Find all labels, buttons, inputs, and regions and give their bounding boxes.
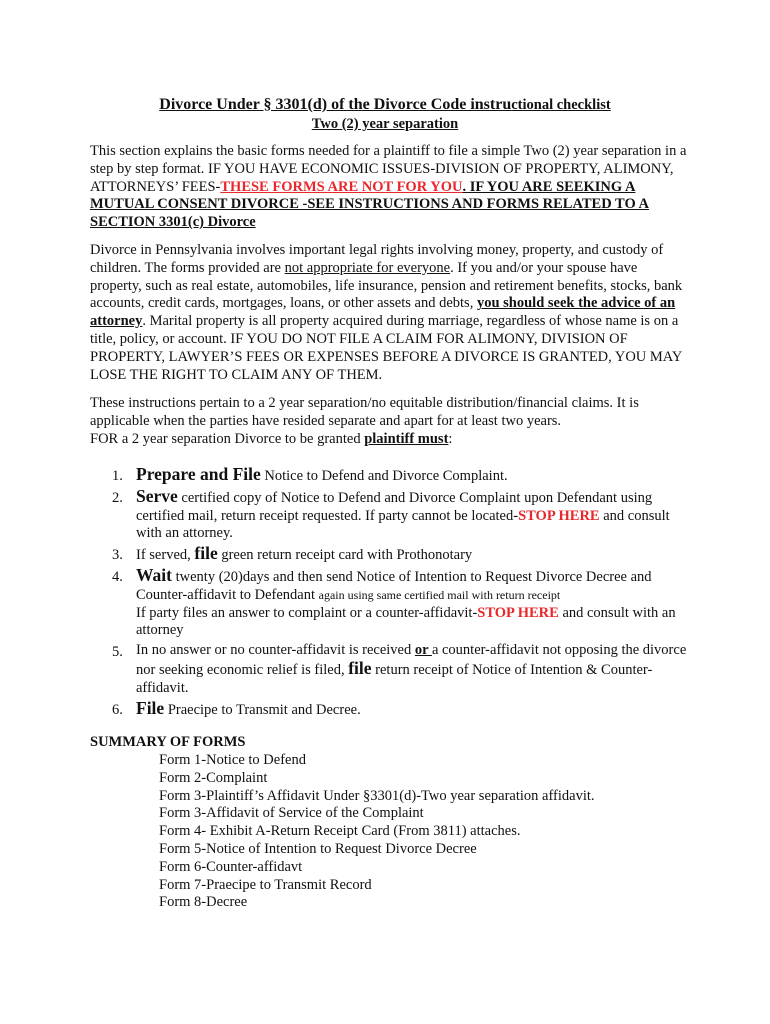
stop-here: STOP HERE [518, 507, 600, 524]
form-item: Form 4- Exhibit A-Return Receipt Card (From 3811) attaches. [159, 823, 521, 840]
rights-part1: Divorce in Pennsylvania involves important legal rights involving money, property, and custody of children. The forms provided are [90, 242, 664, 276]
rights-part3: . Marital property is all property acquired during marriage, regardless of whose name is on a title, policy, or account. IF YOU DO NOT FILE A CLAIM FOR ALIMONY, DIVISION OF PROPERTY, LAWYER’S FEES OR EXPENSES BEFORE A DIVORCE IS GRANTED, YOU MAY LOSE THE RIGHT TO CLAIM ANY OF THEM. [90, 313, 682, 383]
step-line2: If party files an answer to complaint or a counter-affidavit- [136, 604, 478, 621]
stop-here: STOP HERE [477, 604, 559, 621]
form-item: Form 8-Decree [159, 894, 248, 911]
title-main: Divorce Under § 3301(d) of the Divorce Code instru [159, 96, 512, 113]
form-item: Form 7-Praecipe to Transmit Record [159, 876, 372, 893]
or-text: or [414, 642, 432, 659]
steps-list [90, 466, 690, 721]
mutual-consent-warning: . IF YOU ARE SEEKING A MUTUAL CONSENT DIVORCE -SEE INSTRUCTIONS AND FORMS RELATED TO A SECTION 3301(c) Divorce [90, 178, 650, 231]
step-item [90, 564, 690, 640]
step-number: 3. [112, 547, 123, 564]
not-appropriate-text: not appropriate for everyone [284, 259, 451, 276]
instructions-paragraph [90, 395, 690, 448]
for-line: FOR a 2 year separation Divorce to be granted [90, 430, 365, 447]
colon: : [448, 430, 453, 447]
step-keyword: Serve [136, 485, 178, 506]
step-number: 6. [112, 701, 123, 718]
step-keyword: Prepare and File [136, 464, 261, 484]
step-item [90, 697, 690, 720]
step-text: green return receipt card with Prothonotary [217, 547, 473, 564]
step-number: 2. [112, 489, 123, 506]
form-item: Form 5-Notice of Intention to Request Divorce Decree [159, 840, 477, 857]
summary-heading: SUMMARY OF FORMS [90, 734, 246, 750]
step-item [90, 545, 690, 565]
step-number: 4. [112, 568, 123, 585]
step-mid: a counter-affidavit not opposing the divorce nor seeking economic relief is filed, [136, 642, 687, 678]
step-keyword: file [348, 657, 372, 678]
step-after: and consult with an attorney. [136, 507, 670, 542]
step-keyword: file [194, 543, 218, 564]
step-after: and consult with an attorney [136, 604, 676, 639]
step-text: twenty (20)days and then send Notice of Intention to Request Divorce Decree and Counter-affidavit to Defendant [136, 568, 652, 603]
instructions-text: These instructions pertain to a 2 year separation/no equitable distribution/financial claims. It is applicable when the parties have resided separate and apart for at least two years. [90, 395, 639, 429]
form-item: Form 2-Complaint [159, 769, 268, 786]
warning-not-for-you: THESE FORMS ARE NOT FOR YOU [220, 178, 463, 195]
seek-advice-text: you should seek the advice of an attorney [90, 295, 676, 330]
step-text: Praecipe to Transmit and Decree. [164, 701, 361, 718]
title-tail: ctional checklist [511, 97, 611, 113]
step-pre: If served, [136, 547, 195, 564]
step-number: 1. [112, 468, 123, 484]
rights-paragraph [90, 242, 690, 384]
page-title [0, 95, 770, 115]
step-number: 5. [112, 644, 123, 661]
step-pre: In no answer or no counter-affidavit is received [136, 642, 415, 659]
intro-paragraph [90, 143, 690, 232]
step-text: return receipt of Notice of Intention & Counter-affidavit. [136, 661, 653, 696]
step-keyword: Wait [136, 564, 172, 585]
step-small-note: again using same certified mail with return receipt [318, 587, 561, 602]
step-item [90, 485, 690, 543]
form-item: Form 1-Notice to Defend [159, 752, 306, 768]
form-item: Form 6-Counter-affidavt [159, 858, 303, 875]
step-item [90, 466, 690, 486]
step-item [90, 642, 690, 697]
plaintiff-must: plaintiff must [364, 430, 449, 447]
step-keyword: File [136, 697, 165, 718]
forms-list [159, 752, 595, 912]
page-subtitle: Two (2) year separation [311, 116, 459, 132]
form-item: Form 3-Plaintiff’s Affidavit Under §3301(d)-Two year separation affidavit. [159, 787, 595, 804]
rights-part2: . If you and/or your spouse have property, such as real estate, automobiles, life insurance, pension and retirement benefits, stocks, bank accounts, credit cards, mortgages, loans, or other assets and debts, [90, 259, 683, 312]
intro-text: This section explains the basic forms needed for a plaintiff to file a simple Two (2) year separation in a step by step format. IF YOU HAVE ECONOMIC ISSUES-DIVISION OF PROPERTY, ALIMONY, ATTORNEYS’ FEES- [90, 143, 687, 195]
step-text: Notice to Defend and Divorce Complaint. [260, 468, 508, 484]
step-text: certified copy of Notice to Defend and Divorce Complaint upon Defendant using certified mail, return receipt requested. If party cannot be located- [136, 489, 653, 524]
form-item: Form 3-Affidavit of Service of the Complaint [159, 805, 424, 822]
